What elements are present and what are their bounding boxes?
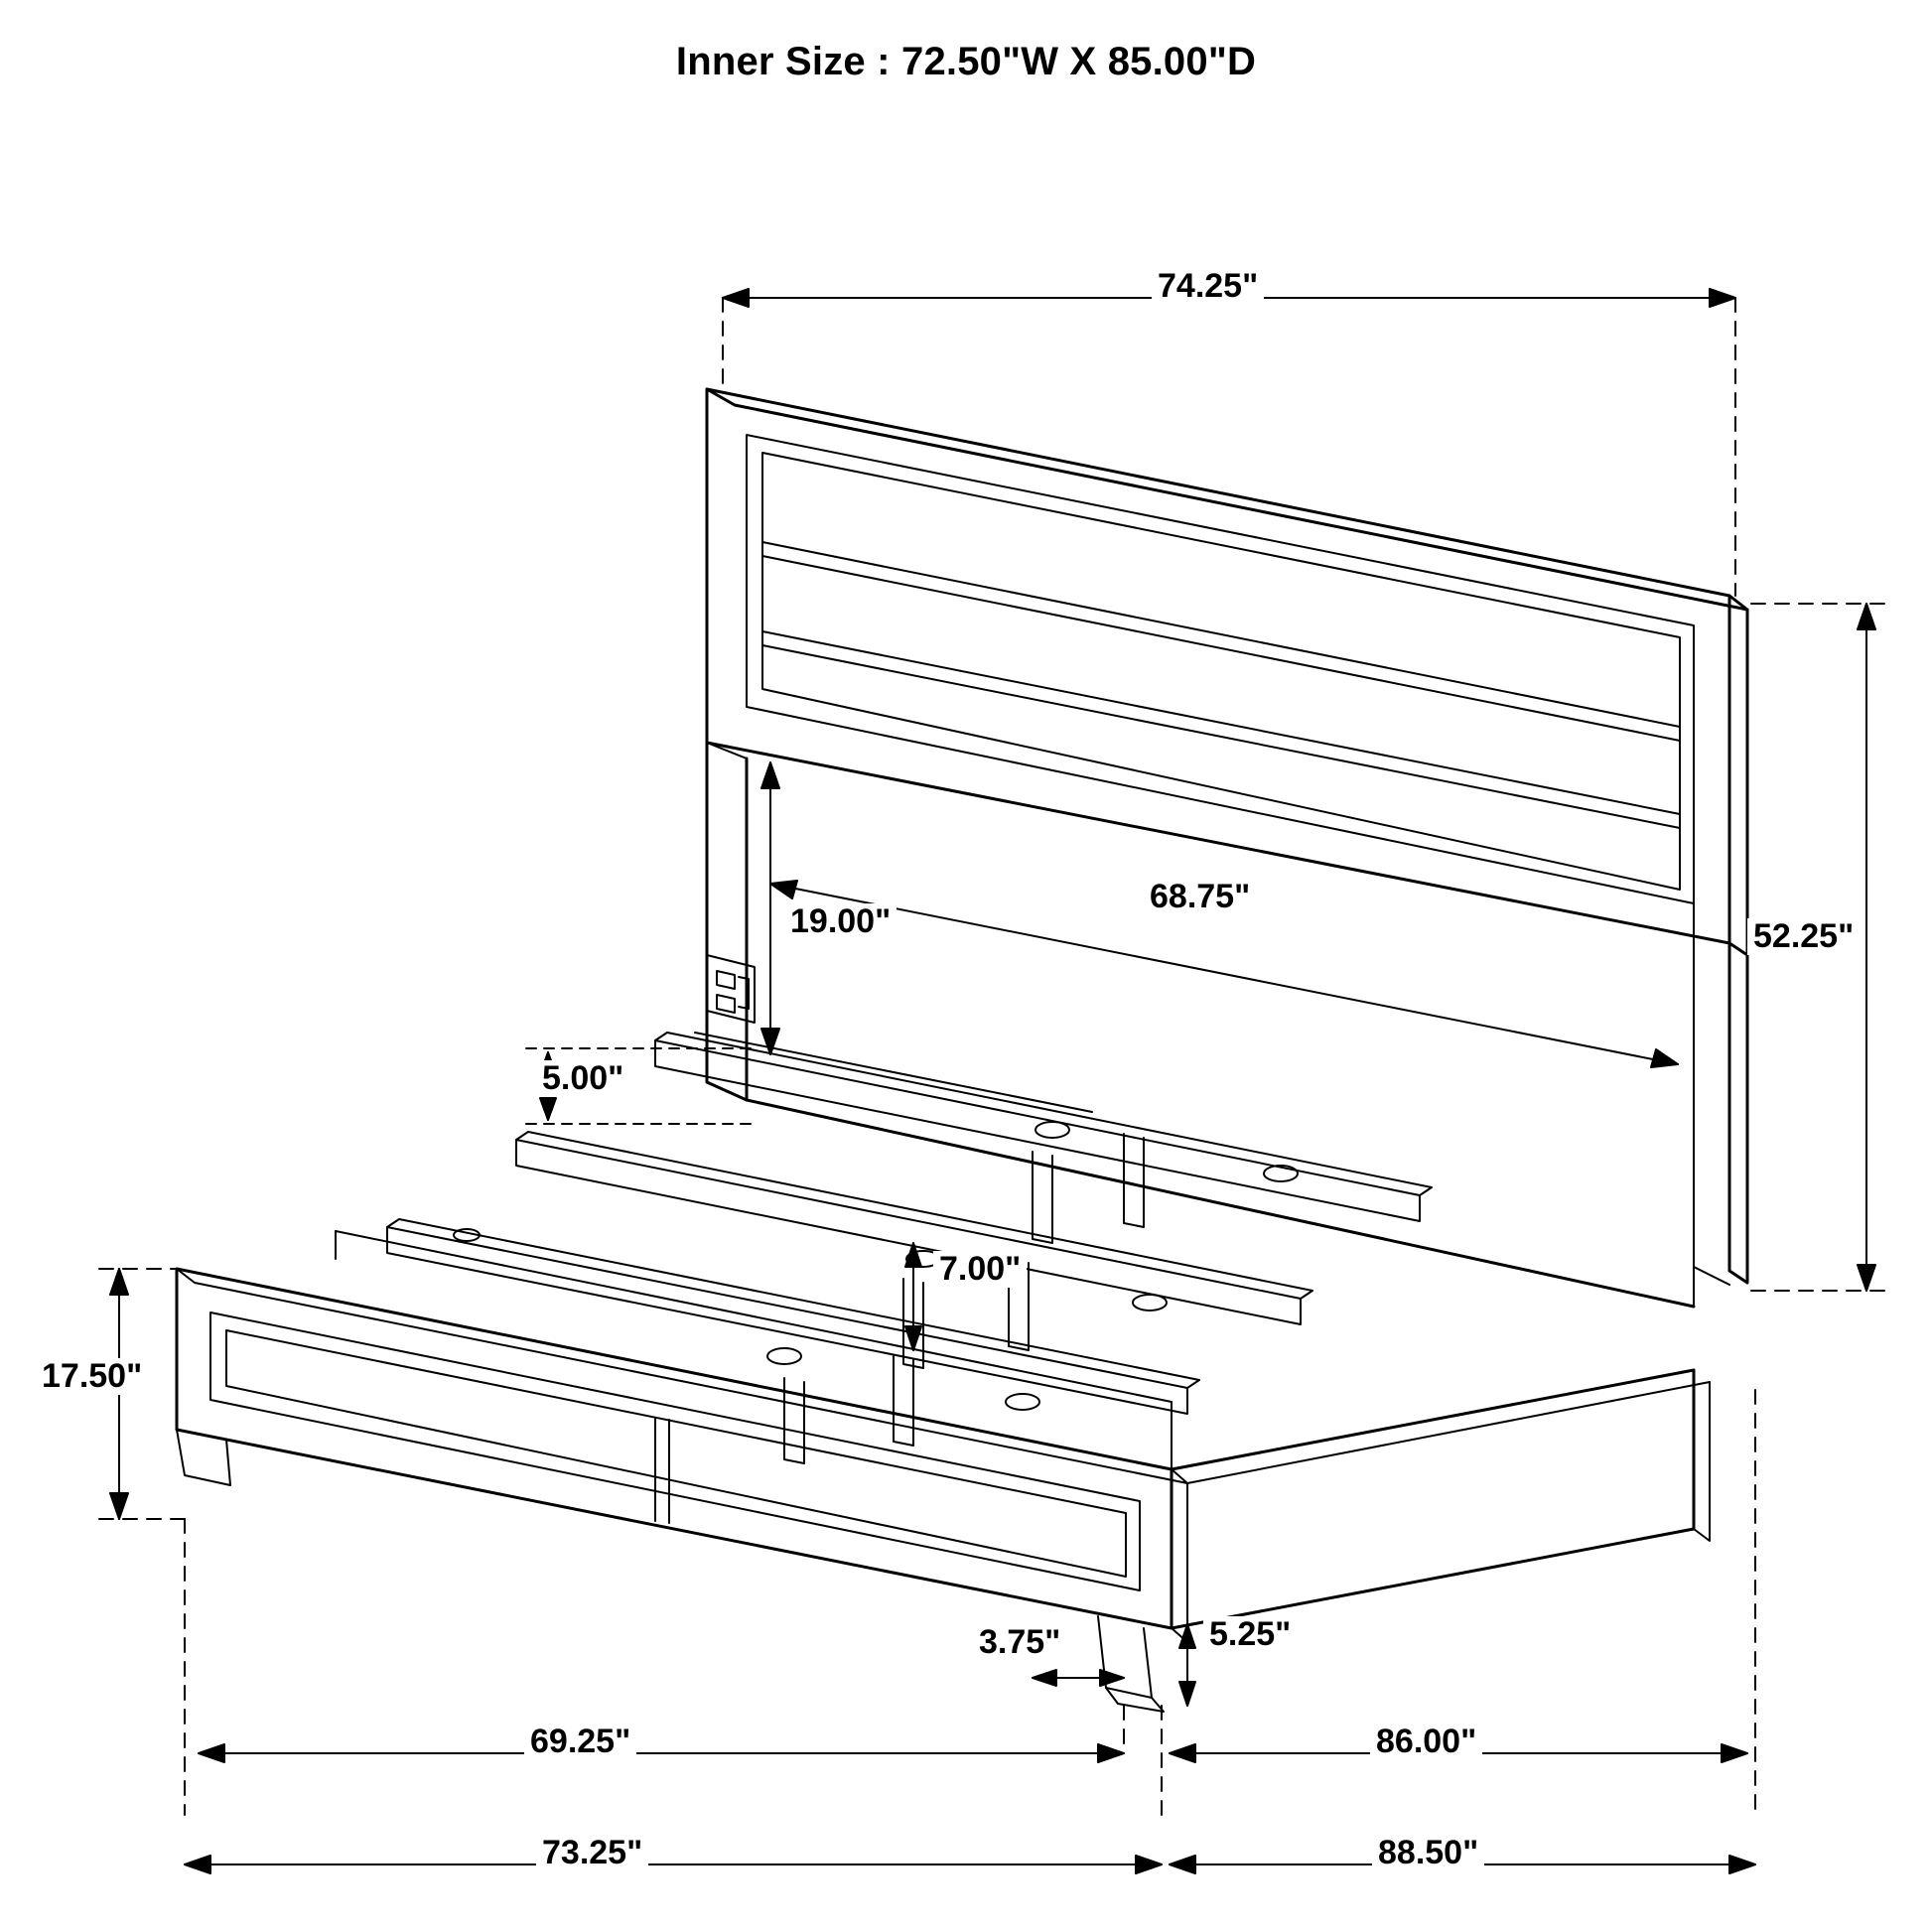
dim-label-headboard-panel-width: 68.75" [1144,879,1256,915]
dim-label-side-length-outer: 88.50" [1372,1835,1484,1871]
dim-label-headboard-width: 74.25" [1152,268,1264,305]
dim-label-leg-height: 5.25" [1203,1616,1297,1653]
dim-label-headboard-clearance: 19.00" [784,903,897,940]
headboard-outline [707,389,1747,955]
dim-label-rail-height: 5.00" [536,1060,629,1097]
dim-label-foot-leg-offset: 3.75" [973,1624,1066,1661]
page-title: Inner Size : 72.50"W X 85.00"D [675,40,1257,83]
dim-label-side-length-inner: 86.00" [1370,1724,1482,1760]
dim-label-footboard-outer-width: 73.25" [536,1835,648,1871]
dim-label-footboard-height: 17.50" [36,1358,148,1395]
side-rail-left [1172,1370,1710,1628]
dim-label-footboard-inner-width: 69.25" [524,1724,636,1760]
dim-label-overall-height: 52.25" [1747,918,1860,955]
dim-label-slat-support-height: 7.00" [933,1251,1027,1288]
